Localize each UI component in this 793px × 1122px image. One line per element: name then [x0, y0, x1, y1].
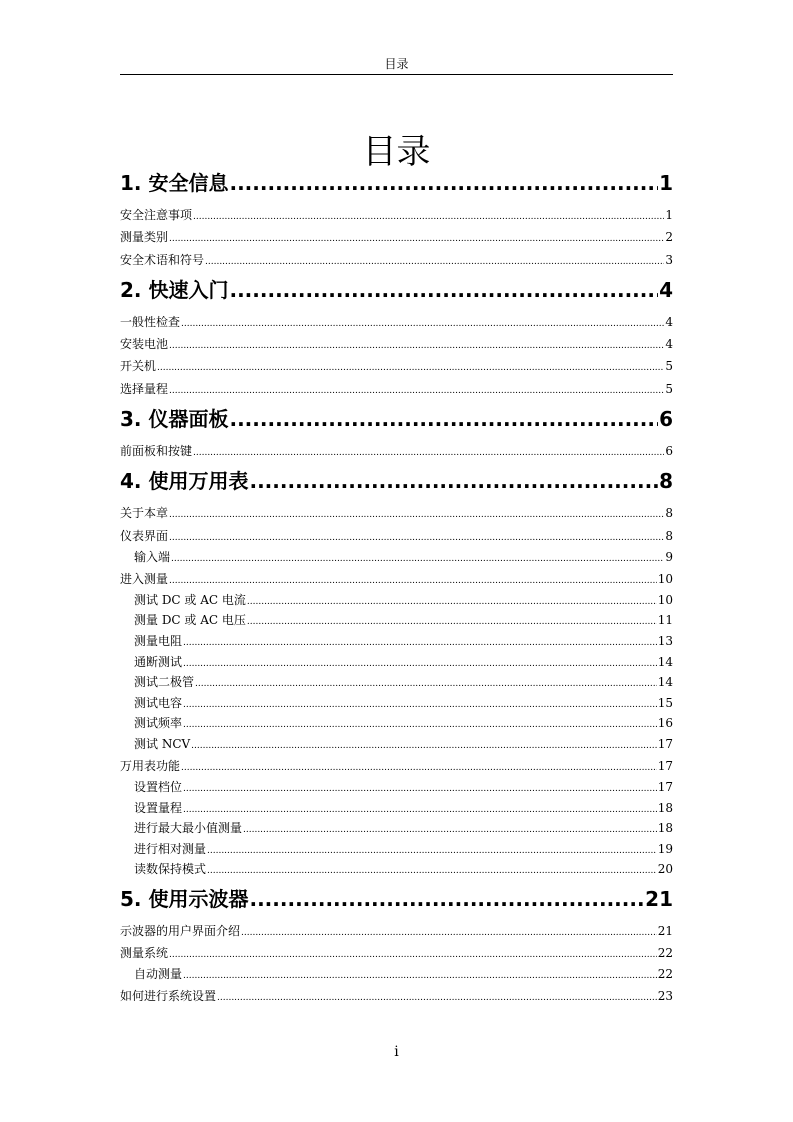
toc-section-entry[interactable]: [120, 333, 673, 355]
dot-leader: [171, 549, 664, 570]
toc-entry-label: 1. 安全信息: [120, 171, 229, 195]
toc-page-number: 21: [645, 886, 673, 911]
toc-entry-label: 仪表界面: [120, 528, 169, 543]
toc-entry-label: 选择量程: [120, 381, 169, 396]
toc-entry-label: 测量电阻: [134, 634, 183, 649]
dot-leader: [217, 987, 657, 1009]
dot-leader: [169, 228, 664, 250]
toc-page-number: 11: [657, 613, 673, 628]
toc-section-entry[interactable]: [120, 440, 673, 462]
toc-page-number: 20: [657, 862, 673, 877]
toc-chapter-entry[interactable]: [120, 408, 673, 430]
toc-section-entry[interactable]: [120, 920, 673, 942]
toc-page-number: 17: [657, 758, 673, 773]
toc-page-number: 23: [657, 989, 673, 1004]
toc-chapter-entry[interactable]: [120, 470, 673, 492]
toc-subsection-entry[interactable]: [120, 547, 673, 568]
spacer: [120, 194, 673, 204]
dot-leader: [183, 715, 657, 736]
toc-page-number: 4: [659, 277, 673, 302]
toc-subsection-entry[interactable]: [120, 777, 673, 798]
toc-section-entry[interactable]: [120, 755, 673, 777]
toc-entry-label: 安装电池: [120, 337, 169, 352]
toc-section-entry[interactable]: [120, 378, 673, 400]
toc-page-number: 5: [665, 359, 673, 374]
toc-entry-label: 测试 NCV: [134, 737, 191, 752]
toc-page-number: 22: [657, 967, 673, 982]
dot-leader: [249, 888, 644, 910]
toc-entry-label: 如何进行系统设置: [120, 989, 217, 1004]
toc-entry-label: 测试 DC 或 AC 电流: [134, 592, 246, 607]
dot-leader: [207, 861, 657, 882]
toc-page-number: 16: [657, 716, 673, 731]
dot-leader: [183, 779, 657, 800]
dot-leader: [183, 800, 657, 821]
toc-page-number: 19: [657, 841, 673, 856]
toc-page-number: 8: [659, 469, 673, 494]
toc-section-entry[interactable]: [120, 355, 673, 377]
dot-leader: [183, 633, 657, 654]
toc-entry-label: 测量系统: [120, 946, 169, 961]
dot-leader: [169, 504, 664, 526]
toc-entry-label: 输入端: [134, 549, 171, 564]
spacer: [120, 430, 673, 440]
toc-page-number: 17: [657, 779, 673, 794]
toc-page-number: 17: [657, 737, 673, 752]
running-header: 目录: [384, 57, 409, 71]
toc-subsection-entry[interactable]: [120, 693, 673, 714]
dot-leader: [249, 470, 658, 492]
toc-subsection-entry[interactable]: [120, 964, 673, 985]
toc-entry-label: 3. 仪器面板: [120, 407, 229, 432]
dot-leader: [207, 841, 657, 862]
dot-leader: [193, 442, 664, 464]
toc-entry-label: 4. 使用万用表: [120, 469, 249, 494]
toc-entry-label: 设置量程: [134, 800, 183, 815]
dot-leader: [205, 251, 664, 273]
spacer: [120, 910, 673, 920]
toc-subsection-entry[interactable]: [120, 590, 673, 611]
dot-leader: [229, 172, 658, 194]
toc-page-number: 3: [665, 252, 673, 267]
toc-chapter-entry[interactable]: [120, 888, 673, 910]
toc-chapter-entry[interactable]: [120, 279, 673, 301]
dot-leader: [241, 922, 657, 944]
toc-page-number: 10: [657, 592, 673, 607]
toc-entry-label: 测试二极管: [134, 675, 195, 690]
toc-page-number: 1: [659, 171, 673, 195]
toc-page-number: 18: [657, 800, 673, 815]
toc-subsection-entry[interactable]: [120, 652, 673, 673]
dot-leader: [169, 335, 664, 357]
dot-leader: [169, 570, 657, 592]
dot-leader: [247, 592, 657, 613]
toc-entry-label: 示波器的用户界面介绍: [120, 923, 241, 938]
toc-page-number: 5: [665, 381, 673, 396]
toc-entry-label: 设置档位: [134, 779, 183, 794]
dot-leader: [157, 357, 664, 379]
dot-leader: [195, 674, 657, 695]
toc-section-entry[interactable]: [120, 311, 673, 333]
dot-leader: [169, 944, 657, 966]
toc-subsection-entry[interactable]: [120, 839, 673, 860]
toc-subsection-entry[interactable]: [120, 818, 673, 839]
toc-entry-label: 自动测量: [134, 967, 183, 982]
dot-leader: [183, 654, 657, 675]
dot-leader: [181, 313, 664, 335]
page-number: i: [394, 1044, 399, 1060]
toc-section-entry[interactable]: [120, 568, 673, 590]
toc-entry-label: 5. 使用示波器: [120, 886, 249, 911]
dot-leader: [169, 380, 664, 402]
toc-entry-label: 读数保持模式: [134, 862, 207, 877]
toc-page-number: 10: [657, 571, 673, 586]
toc-entry-label: 安全注意事项: [120, 208, 193, 222]
toc-subsection-entry[interactable]: [120, 713, 673, 734]
toc-subsection-entry[interactable]: [120, 672, 673, 693]
dot-leader: [243, 820, 657, 841]
toc-subsection-entry[interactable]: [120, 631, 673, 652]
toc-page-number: 22: [657, 946, 673, 961]
toc-page-number: 4: [665, 337, 673, 352]
toc-page-number: 6: [665, 444, 673, 459]
toc-page-number: 15: [657, 695, 673, 710]
toc-entry-label: 测试频率: [134, 716, 183, 731]
dot-leader: [229, 408, 658, 430]
toc-page-number: 21: [657, 923, 673, 938]
toc-section-entry[interactable]: [120, 226, 673, 248]
toc-entry-label: 关于本章: [120, 506, 169, 521]
spacer: [120, 301, 673, 311]
dot-leader: [183, 695, 657, 716]
toc-entry-label: 进行最大最小值测量: [134, 821, 243, 836]
dot-leader: [183, 966, 657, 987]
toc-title: 目录: [362, 131, 431, 172]
toc-subsection-entry[interactable]: [120, 859, 673, 880]
toc-entry-label: 测试电容: [134, 695, 183, 710]
toc-section-entry[interactable]: [120, 525, 673, 547]
toc-page-number: 13: [657, 634, 673, 649]
dot-leader: [247, 612, 657, 633]
toc-entry-label: 万用表功能: [120, 758, 181, 773]
toc-entry-label: 安全术语和符号: [120, 252, 205, 267]
toc-page-number: 2: [665, 230, 673, 245]
toc-entry-label: 通断测试: [134, 654, 183, 669]
toc-section-entry[interactable]: [120, 204, 673, 226]
toc-entry-label: 测量类别: [120, 230, 169, 245]
dot-leader: [191, 736, 657, 757]
toc-page-number: 9: [665, 549, 673, 564]
toc-subsection-entry[interactable]: [120, 798, 673, 819]
toc-section-entry[interactable]: [120, 985, 673, 1007]
toc-entry-label: 测量 DC 或 AC 电压: [134, 613, 246, 628]
toc-page-number: 14: [657, 654, 673, 669]
toc-page-number: 8: [665, 506, 673, 521]
toc-section-entry[interactable]: [120, 942, 673, 964]
dot-leader: [181, 757, 657, 779]
toc-page-number: 4: [665, 314, 673, 329]
toc-entry-label: 一般性检查: [120, 314, 181, 329]
toc-subsection-entry[interactable]: [120, 734, 673, 755]
dot-leader: [169, 527, 664, 549]
table-of-contents: [120, 166, 673, 1007]
toc-page-number: 8: [665, 528, 673, 543]
toc-entry-label: 前面板和按键: [120, 444, 193, 459]
toc-section-entry[interactable]: [120, 502, 673, 524]
toc-entry-label: 进入测量: [120, 571, 169, 586]
toc-page-number: 18: [657, 821, 673, 836]
toc-page-number: 1: [665, 208, 673, 222]
header-rule: [120, 74, 673, 75]
dot-leader: [229, 279, 658, 301]
toc-section-entry[interactable]: [120, 249, 673, 271]
toc-entry-label: 开关机: [120, 359, 157, 374]
toc-page-number: 14: [657, 675, 673, 690]
toc-entry-label: 进行相对测量: [134, 841, 207, 856]
toc-entry-label: 2. 快速入门: [120, 277, 229, 302]
spacer: [120, 492, 673, 502]
toc-page-number: 6: [659, 407, 673, 432]
toc-subsection-entry[interactable]: [120, 610, 673, 631]
dot-leader: [193, 206, 664, 228]
toc-chapter-entry[interactable]: [120, 172, 673, 194]
